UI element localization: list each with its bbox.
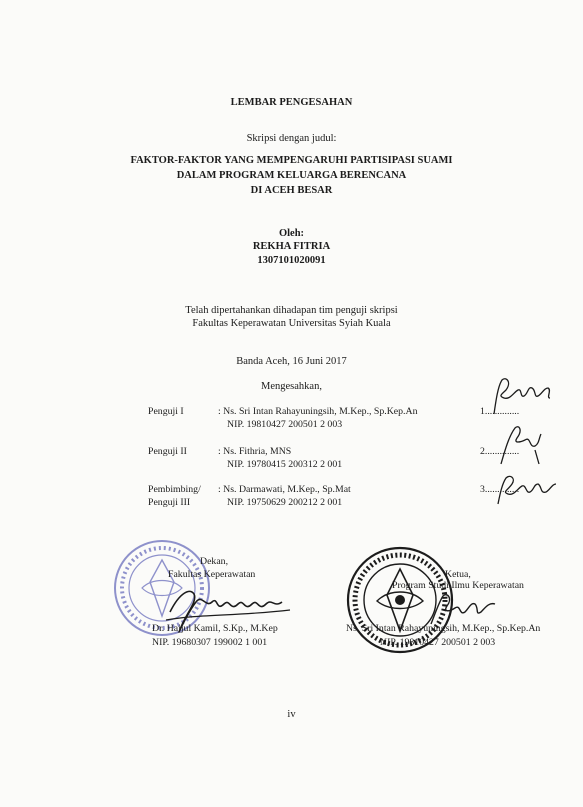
signature-line: 1.............. bbox=[480, 406, 520, 417]
examiner-name: : Ns. Darmawati, M.Kep., Sp.Mat bbox=[218, 484, 351, 495]
signature-line: 2.............. bbox=[480, 446, 520, 457]
page-number: iv bbox=[287, 709, 296, 720]
examiner-signature-2 bbox=[495, 420, 555, 470]
examiner-role-line-2: Penguji III bbox=[148, 497, 191, 508]
chair-title: Ketua, bbox=[445, 569, 471, 580]
approved-label: Mengesahkan, bbox=[261, 381, 322, 392]
examiner-nip: NIP. 19780415 200312 2 001 bbox=[227, 459, 343, 470]
examiner-role: Pembimbing/ bbox=[148, 484, 201, 495]
dean-nip: NIP. 19680307 199002 1 001 bbox=[152, 637, 268, 648]
examiner-signature-1 bbox=[488, 376, 558, 416]
examiner-name: : Ns. Sri Intan Rahayuningsih, M.Kep., Sp.Kep.An bbox=[218, 406, 418, 417]
chair-unit: Program Studi Ilmu Keperawatan bbox=[392, 580, 524, 591]
author-name: REKHA FITRIA bbox=[252, 241, 331, 252]
thesis-title-line-1: FAKTOR-FAKTOR YANG MEMPENGARUHI PARTISIPASI SUAMI bbox=[130, 155, 453, 166]
dean-name: Dr. Hajjul Kamil, S.Kp., M.Kep bbox=[152, 623, 278, 634]
signature-line: 3.............. bbox=[480, 484, 520, 495]
examiner-role: Penguji I bbox=[148, 406, 184, 417]
dean-title: Dekan, bbox=[200, 556, 229, 567]
place-date: Banda Aceh, 16 Juni 2017 bbox=[236, 356, 347, 367]
examiner-signature-3 bbox=[490, 470, 560, 510]
defense-line-2: Fakultas Keperawatan Universitas Syiah Kuala bbox=[192, 318, 391, 329]
defense-line-1: Telah dipertahankan dihadapan tim penguji skripsi bbox=[185, 305, 398, 316]
dean-unit: Fakultas Keperawatan bbox=[168, 569, 256, 580]
thesis-title-line-2: DALAM PROGRAM KELUARGA BERENCANA bbox=[176, 170, 407, 181]
chair-signature bbox=[425, 590, 505, 630]
page-heading: LEMBAR PENGESAHAN bbox=[230, 97, 353, 108]
examiner-role: Penguji II bbox=[148, 446, 187, 457]
chair-nip: NIP. 19810427 200501 2 003 bbox=[380, 637, 496, 648]
examiner-nip: NIP. 19750629 200212 2 001 bbox=[227, 497, 343, 508]
thesis-title-line-3: DI ACEH BESAR bbox=[250, 185, 333, 196]
examiner-name: : Ns. Fithria, MNS bbox=[218, 446, 292, 457]
dean-signature bbox=[160, 572, 300, 642]
by-label: Oleh: bbox=[278, 228, 305, 239]
chair-name: Ns. Sri Intan Rahayuningsih, M.Kep., Sp.Kep.An bbox=[346, 623, 541, 634]
subtitle: Skripsi dengan judul: bbox=[246, 133, 337, 144]
author-id: 1307101020091 bbox=[257, 255, 326, 266]
examiner-nip: NIP. 19810427 200501 2 003 bbox=[227, 419, 343, 430]
